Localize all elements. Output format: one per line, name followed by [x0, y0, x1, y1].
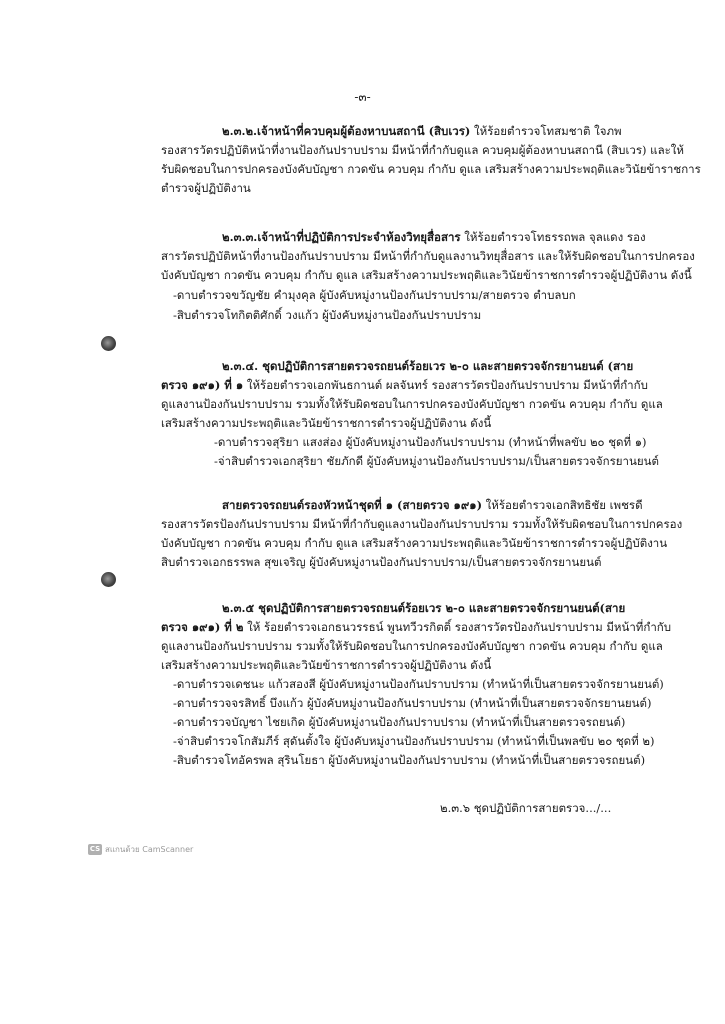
section-232-line-4: ตำรวจผู้ปฏิบัติงาน: [161, 181, 251, 195]
camscanner-logo-icon: CS: [89, 845, 101, 853]
section-232-line-3: รับผิดชอบในการปกครองบังคับบัญชา กวดขัน ควบคุม กำกับ ดูแล เสริมสร้างความประพฤติและวินัยข้าราชการ: [161, 162, 701, 176]
section-235-item: -ดาบตำรวจจรสิทธิ์ บึงแก้ว ผู้บังคับหมู่งานป้องกันปราบปราม (ทำหน้าที่เป็นสายตรวจจักรยานยนต์): [173, 696, 652, 710]
page-number: -๓-: [354, 90, 371, 104]
section-235-heading: ๒.๓.๕ ชุดปฏิบัติการสายตรวจรถยนต์ร้อยเวร ๒-๐ และสายตรวจจักรยานยนต์(สาย: [222, 601, 626, 615]
punch-hole-1: [101, 336, 116, 351]
deputy-patrol-line-1: สายตรวจรถยนต์รองหัวหน้าชุดที่ ๑ (สายตรวจ ๑๙๑) ให้ร้อยตำรวจเอกสิทธิชัย เพชรดี: [222, 498, 643, 512]
section-234-heading: ๒.๓.๔. ชุดปฏิบัติการสายตรวจรถยนต์ร้อยเวร ๒-๐ และสายตรวจจักรยานยนต์ (สาย: [222, 359, 634, 373]
section-235-line-3: ดูแลงานป้องกันปราบปราม รวมทั้งให้รับผิดชอบในการปกครองบังคับบัญชา กวดขัน ควบคุม กำกับ ดูแล: [161, 639, 663, 653]
section-235-line-2: ตรวจ ๑๙๑) ที่ ๒ ให้ ร้อยตำรวจเอกธนวรรธน์ พูนทวีวรกิตติ์ รองสารวัตรป้องกันปราบปราม มีหน้าที่กำกับ: [161, 620, 672, 634]
section-232-line-2: รองสารวัตรปฏิบัติหน้าที่งานป้องกันปราบปราม มีหน้าที่กำกับดูแล ควบคุมผู้ต้องหาบนสถานี (สิบเวร) และให้: [161, 143, 684, 157]
deputy-patrol-heading: สายตรวจรถยนต์รองหัวหน้าชุดที่ ๑ (สายตรวจ ๑๙๑): [222, 498, 483, 512]
deputy-patrol-line-4: สิบตำรวจเอกธรรพล สุขเจริญ ผู้บังคับหมู่งานป้องกันปราบปราม/เป็นสายตรวจจักรยานยนต์: [161, 555, 602, 569]
section-235-line-4: เสริมสร้างความประพฤติและวินัยข้าราชการตำรวจผู้ปฏิบัติงาน ดังนี้: [161, 658, 492, 672]
camscanner-label: สแกนด้วย CamScanner: [105, 845, 194, 854]
section-235-item: -ดาบตำรวจบัญชา ไชยเกิด ผู้บังคับหมู่งานป้องกันปราบปราม (ทำหน้าที่เป็นสายตรวจรถยนต์): [173, 715, 626, 729]
deputy-patrol-line-3: บังคับบัญชา กวดขัน ควบคุม กำกับ ดูแล เสริมสร้างความประพฤติและวินัยข้าราชการตำรวจผู้ปฏิบัติงาน: [161, 536, 668, 550]
section-234-line-2: ตรวจ ๑๙๑) ที่ ๑ ให้ร้อยตำรวจเอกพันธกานต์ ผลจันทร์ รองสารวัตรป้องกันปราบปราม มีหน้าที่กำกับ: [161, 378, 648, 392]
continuation-text: ๒.๓.๖ ชุดปฏิบัติการสายตรวจ.../...: [440, 801, 612, 815]
section-232-line-1: ๒.๓.๒.เจ้าหน้าที่ควบคุมผู้ต้องหาบนสถานี (สิบเวร) ให้ร้อยตำรวจโทสมชาติ ใจภพ: [222, 124, 622, 138]
section-234-item-2: -จ่าสิบตำรวจเอกสุริยา ชัยภักดี ผู้บังคับหมู่งานป้องกันปราบปราม/เป็นสายตรวจจักรยานยนต์: [214, 454, 659, 468]
section-233-item-1: -ดาบตำรวจขวัญชัย คำมุงคุล ผู้บังคับหมู่งานป้องกันปราบปราม/สายตรวจ ตำบลบก: [173, 288, 576, 302]
section-235-item: -ดาบตำรวจเดชนะ แก้วสองสี ผู้บังคับหมู่งานป้องกันปราบปราม (ทำหน้าที่เป็นสายตรวจจักรยานยนต์): [173, 677, 664, 691]
section-235-item: -สิบตำรวจโทอัครพล สุรินโยธา ผู้บังคับหมู่งานป้องกันปราบปราม (ทำหน้าที่เป็นสายตรวจรถยนต์): [173, 753, 646, 767]
section-234-line-3: ดูแลงานป้องกันปราบปราม รวมทั้งให้รับผิดชอบในการปกครองบังคับบัญชา กวดขัน ควบคุม กำกับ ดูแล: [161, 397, 663, 411]
section-233-heading: ๒.๓.๓.เจ้าหน้าที่ปฏิบัติการประจำห้องวิทยุสื่อสาร: [222, 230, 461, 244]
camscanner-watermark: [88, 843, 193, 856]
section-233-line-1: ๒.๓.๓.เจ้าหน้าที่ปฏิบัติการประจำห้องวิทยุสื่อสาร ให้ร้อยตำรวจโทธรรถพล จุลแดง รอง: [222, 230, 646, 244]
section-233-item-2: -สิบตำรวจโทกิตติศักดิ์ วงแก้ว ผู้บังคับหมู่งานป้องกันปราบปราม: [173, 308, 482, 322]
section-234-item-1: -ดาบตำรวจสุริยา แสงส่อง ผู้บังคับหมู่งานป้องกันปราบปราม (ทำหน้าที่พลขับ ๒๐ ชุดที่ ๑): [214, 435, 647, 449]
punch-hole-2: [101, 572, 116, 587]
section-234-line-4: เสริมสร้างความประพฤติและวินัยข้าราชการตำรวจผู้ปฏิบัติงาน ดังนี้: [161, 416, 492, 430]
section-233-line-3: บังคับบัญชา กวดขัน ควบคุม กำกับ ดูแล เสริมสร้างความประพฤติและวินัยข้าราชการตำรวจผู้ปฏิบัติงาน ดังนี้: [161, 268, 692, 282]
deputy-patrol-line-2: รองสารวัตรป้องกันปราบปราม มีหน้าที่กำกับดูแลงานป้องกันปราบปราม รวมทั้งให้รับผิดชอบในการปกครอง: [161, 517, 683, 531]
section-232-heading: ๒.๓.๒.เจ้าหน้าที่ควบคุมผู้ต้องหาบนสถานี (สิบเวร): [222, 124, 471, 138]
section-235-item: -จ่าสิบตำรวจโกสัมภีร์ สุดันตั้งใจ ผู้บังคับหมู่งานป้องกันปราบปราม (ทำหน้าที่เป็นพลขับ ๒๐ ชุดที่ ๒): [173, 734, 655, 748]
section-233-line-2: สารวัตรปฏิบัติหน้าที่งานป้องกันปราบปราม มีหน้าที่กำกับดูแลงานวิทยุสื่อสาร และให้รับผิดชอบในการปกครอง: [161, 249, 695, 263]
